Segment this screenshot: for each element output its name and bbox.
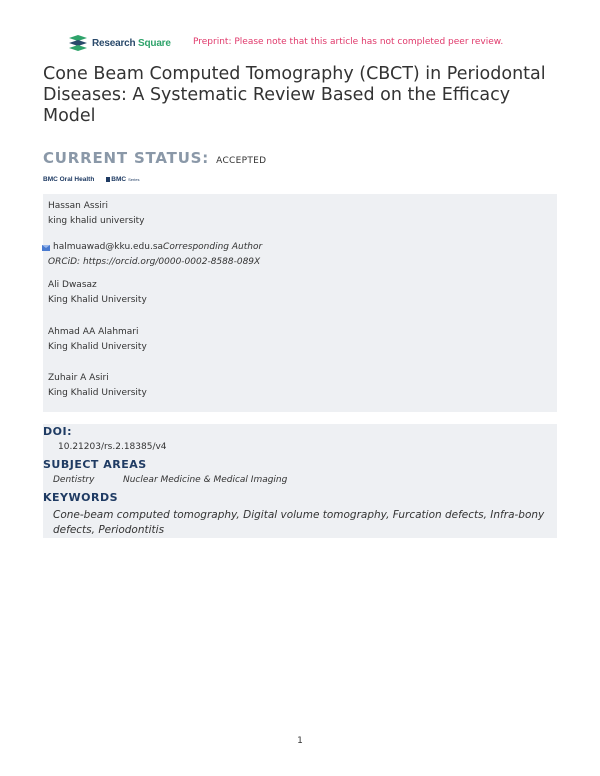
author-affiliation: king khalid university	[48, 216, 145, 226]
logo-text-main: Research	[92, 37, 136, 49]
preprint-note: Preprint: Please note that this article has not completed peer review.	[193, 37, 504, 47]
keywords-label: KEYWORDS	[43, 491, 119, 504]
author-2	[48, 278, 147, 308]
paper-title: Cone Beam Computed Tomography (CBCT) in Periodontal Diseases: A Systematic Review Based on the Efficacy Model	[43, 64, 546, 126]
journal-name: BMC Oral Health	[43, 176, 95, 183]
author-name: Hassan Assiri	[48, 201, 108, 211]
author-1	[48, 199, 263, 267]
author-affiliation: King Khalid University	[48, 342, 147, 352]
bmc-series-name: BMC	[111, 176, 127, 183]
authors-box	[43, 194, 557, 412]
header	[0, 34, 600, 54]
corresponding-author-label: Corresponding Author	[163, 242, 263, 252]
author-4	[48, 371, 147, 401]
research-square-logo-icon	[68, 35, 88, 51]
mail-icon	[42, 245, 50, 251]
doi-label: DOI:	[43, 425, 72, 438]
subject-area-item[interactable]: Dentistry	[53, 475, 95, 485]
author-affiliation: King Khalid University	[48, 295, 147, 305]
author-affiliation: King Khalid University	[48, 388, 147, 398]
author-orcid[interactable]: ORCiD: https://orcid.org/0000-0002-8588-089X	[48, 257, 261, 267]
status-value: ACCEPTED	[216, 156, 267, 166]
author-email-line	[42, 240, 262, 255]
subject-area-item[interactable]: Nuclear Medicine & Medical Imaging	[123, 475, 288, 485]
research-square-logo[interactable]	[68, 34, 171, 52]
logo-text-accent: Square	[138, 37, 171, 49]
author-name: Zuhair A Asiri	[48, 373, 109, 383]
status-label: CURRENT STATUS:	[43, 149, 210, 167]
page-number: 1	[297, 736, 303, 746]
bmc-logo-icon	[106, 177, 110, 182]
doi-value[interactable]: 10.21203/rs.2.18385/v4	[58, 442, 167, 452]
author-email[interactable]: halmuawad@kku.edu.sa	[53, 242, 164, 252]
metadata-box	[43, 424, 557, 538]
keywords-text: Cone-beam computed tomography, Digital volume tomography, Furcation defects, Infra-bony defects, Periodontitis	[53, 509, 545, 536]
current-status	[43, 148, 266, 167]
author-name: Ahmad AA Alahmari	[48, 327, 139, 337]
bmc-series-suffix: Series	[128, 177, 140, 182]
journal-info	[43, 176, 139, 183]
author-3	[48, 325, 147, 355]
logo-text	[92, 38, 171, 49]
subject-areas-label: SUBJECT AREAS	[43, 458, 147, 471]
author-name: Ali Dwasaz	[48, 280, 97, 290]
